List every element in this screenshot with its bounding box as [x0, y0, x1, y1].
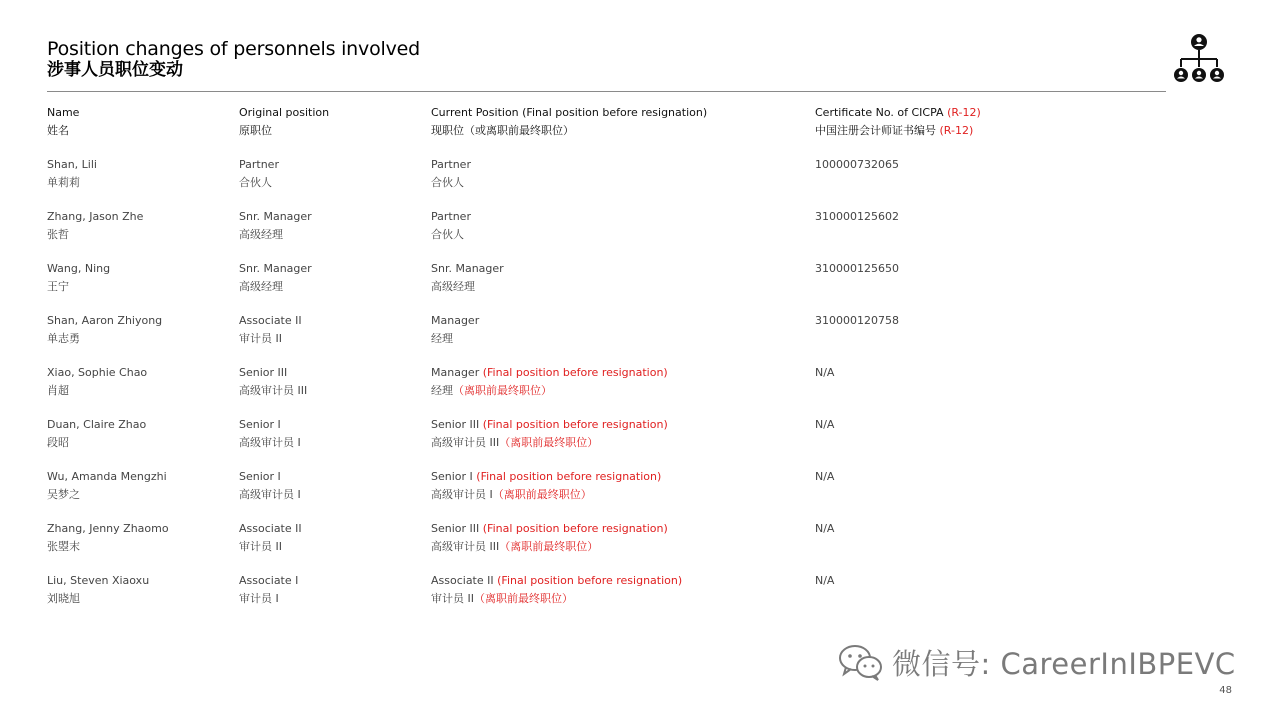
cell-original-position: Associate I 审计员 I — [239, 574, 299, 605]
org-chart-icon — [1172, 33, 1226, 85]
cell-certificate: 310000125650 — [815, 262, 899, 275]
header-current-position: Current Position (Final position before resignation) 现职位（或离职前最终职位） — [431, 106, 708, 137]
resignation-note-zh: （离职前最终职位） — [474, 592, 573, 605]
cell-name: Wu, Amanda Mengzhi 吴梦之 — [47, 470, 167, 501]
resignation-note: (Final position before resignation) — [482, 522, 668, 535]
page-number: 48 — [1219, 685, 1232, 696]
page-title: Position changes of personnels involved — [47, 38, 420, 60]
personnel-table — [47, 104, 1197, 624]
resignation-note-zh: （离职前最终职位） — [492, 488, 592, 501]
table-row — [47, 312, 1197, 364]
header-original-position: Original position 原职位 — [239, 106, 330, 137]
page-title-zh: 涉事人员职位变动 — [47, 60, 183, 80]
cell-certificate: N/A — [815, 470, 835, 483]
table-row — [47, 156, 1197, 208]
resignation-note: (Final position before resignation) — [482, 418, 668, 431]
cell-current-position: Partner 合伙人 — [431, 210, 471, 241]
cell-current-position: Manager (Final position before resignation) 经理（离职前最终职位） — [431, 366, 668, 397]
table-row — [47, 364, 1197, 416]
cell-name: Shan, Aaron Zhiyong 单志勇 — [47, 314, 163, 345]
table-row — [47, 520, 1197, 572]
cell-certificate: N/A — [815, 366, 835, 379]
cell-current-position: Snr. Manager 高级经理 — [431, 262, 504, 293]
header-name: Name 姓名 — [47, 106, 80, 137]
resignation-note-zh: （离职前最终职位） — [499, 436, 599, 449]
cell-certificate: N/A — [815, 522, 835, 535]
cell-certificate: 310000120758 — [815, 314, 899, 327]
cell-certificate: 100000732065 — [815, 158, 899, 171]
cell-current-position: Senior III (Final position before resignation) 高级审计员 III（离职前最终职位） — [431, 418, 668, 449]
cell-name: Zhang, Jenny Zhaomo 张曌末 — [47, 522, 169, 553]
title-divider — [47, 91, 1166, 92]
cell-certificate: N/A — [815, 418, 835, 431]
table-row — [47, 572, 1197, 624]
table-row — [47, 208, 1197, 260]
cell-current-position: Manager 经理 — [431, 314, 480, 345]
resignation-note: (Final position before resignation) — [497, 574, 683, 587]
cell-original-position: Senior I 高级审计员 I — [239, 470, 301, 501]
cell-certificate: N/A — [815, 574, 835, 587]
resignation-note-zh: （离职前最终职位） — [499, 540, 599, 553]
cell-original-position: Snr. Manager 高级经理 — [239, 210, 312, 241]
cell-original-position: Senior III 高级审计员 III — [239, 366, 308, 397]
cell-current-position: Associate II (Final position before resignation) 审计员 II（离职前最终职位） — [431, 574, 683, 605]
resignation-note: (Final position before resignation) — [476, 470, 662, 483]
watermark-text: 微信号: CareerInIBPEVC — [892, 646, 1236, 681]
title-block — [47, 38, 420, 81]
cell-original-position: Associate II 审计员 II — [239, 522, 302, 553]
cell-current-position: Partner 合伙人 — [431, 158, 471, 189]
cell-current-position: Senior III (Final position before resignation) 高级审计员 III（离职前最终职位） — [431, 522, 668, 553]
cell-name: Wang, Ning 王宁 — [47, 262, 111, 293]
cell-name: Xiao, Sophie Chao 肖超 — [47, 366, 148, 397]
header-certificate: Certificate No. of CICPA (R-12) 中国注册会计师证书编号 (R-12) — [815, 106, 981, 137]
wechat-icon — [838, 642, 884, 682]
table-row — [47, 260, 1197, 312]
cell-original-position: Partner 合伙人 — [239, 158, 279, 189]
table-row — [47, 468, 1197, 520]
cell-name: Shan, Lili 单莉莉 — [47, 158, 97, 189]
cell-certificate: 310000125602 — [815, 210, 899, 223]
table-row — [47, 416, 1197, 468]
resignation-note-zh: （离职前最终职位） — [453, 384, 552, 397]
watermark — [838, 640, 1236, 684]
table-header — [47, 104, 1197, 156]
cell-original-position: Senior I 高级审计员 I — [239, 418, 301, 449]
cell-name: Zhang, Jason Zhe 张哲 — [47, 210, 144, 241]
cell-name: Liu, Steven Xiaoxu 刘晓旭 — [47, 574, 150, 605]
cell-original-position: Associate II 审计员 II — [239, 314, 302, 345]
cell-name: Duan, Claire Zhao 段昭 — [47, 418, 147, 449]
cell-original-position: Snr. Manager 高级经理 — [239, 262, 312, 293]
cell-current-position: Senior I (Final position before resignation) 高级审计员 I（离职前最终职位） — [431, 470, 662, 501]
resignation-note: (Final position before resignation) — [482, 366, 668, 379]
